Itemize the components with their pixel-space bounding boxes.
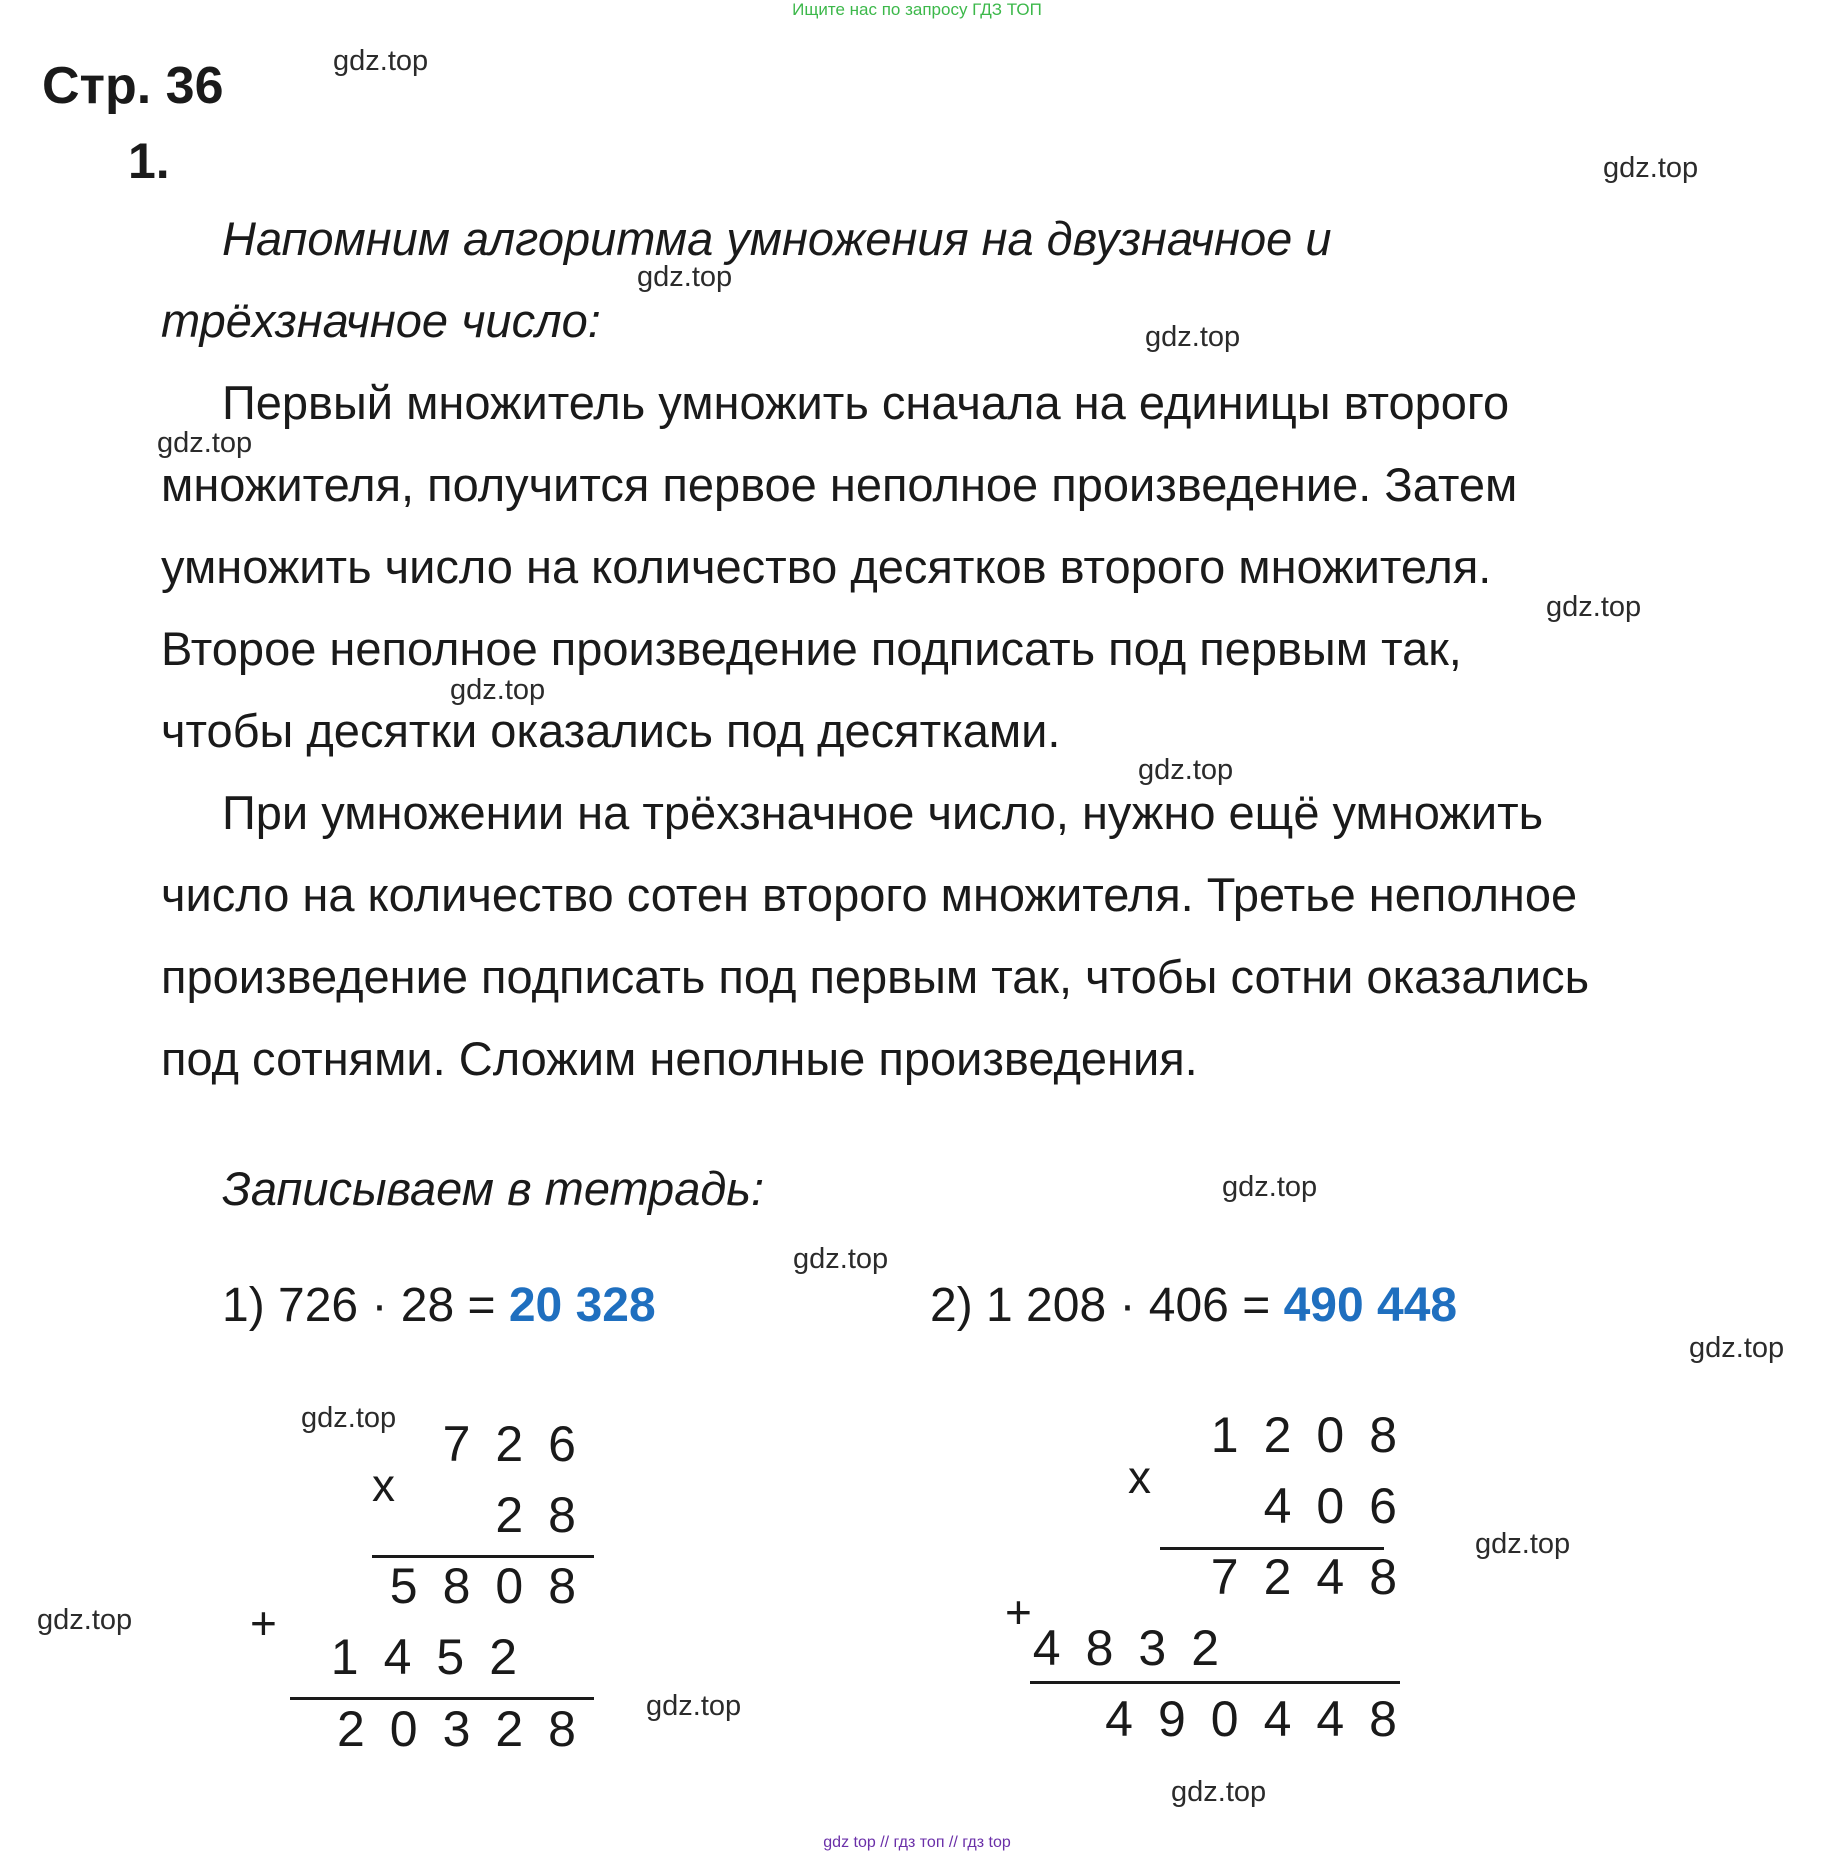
watermark: gdz.top [1145, 321, 1241, 353]
watermark: gdz.top [1689, 1332, 1785, 1364]
intro-line: трёхзначное число: [161, 294, 601, 347]
watermark: gdz.top [301, 1402, 397, 1434]
plus-sign: + [1005, 1586, 1032, 1638]
calc1-result: 20328 [336, 1701, 601, 1757]
page-title: Стр. 36 [42, 57, 224, 115]
paragraph-line: умножить число на количество десятков второго множителя. [161, 540, 1492, 593]
watermark: gdz.top [1138, 754, 1234, 786]
calc2-result: 490448 [1105, 1691, 1422, 1747]
paragraph-line: При умножении на трёхзначное число, нужно ещё умножить [222, 786, 1544, 839]
multiply-sign: x [1128, 1451, 1151, 1503]
watermark: gdz.top [1603, 152, 1699, 184]
watermark: gdz.top [637, 261, 733, 293]
watermark: gdz.top [1475, 1528, 1571, 1560]
watermark: gdz.top [646, 1690, 742, 1722]
calc1-multiplier: 28 [495, 1487, 601, 1543]
watermark: gdz.top [1222, 1171, 1318, 1203]
calc1-partial-2: 1452 [330, 1629, 542, 1685]
footer-links: gdz top // гдз топ // гдз top [823, 1834, 1011, 1851]
multiply-sign: x [372, 1459, 395, 1511]
example-2-expression: 2) 1 208 · 406 = [930, 1279, 1284, 1332]
paragraph-line: Первый множитель умножить сначала на единицы второго [222, 376, 1510, 429]
example-1-answer: 20 328 [508, 1279, 656, 1332]
calc2-multiplicand: 1208 [1210, 1407, 1422, 1463]
watermark: gdz.top [1171, 1776, 1267, 1808]
paragraph-line: множителя, получится первое неполное произведение. Затем [161, 458, 1518, 511]
paragraph-line: чтобы десятки оказались под десятками. [161, 704, 1061, 757]
watermark: gdz.top [793, 1243, 889, 1275]
task-number: 1. [128, 133, 170, 189]
watermark: gdz.top [450, 674, 546, 706]
top-banner: Ищите нас по запросу ГДЗ ТОП [792, 0, 1042, 19]
paragraph-line: Второе неполное произведение подписать под первым так, [161, 622, 1462, 675]
plus-sign: + [250, 1597, 277, 1649]
intro-line: Напомним алгоритма умножения на двузначное и [222, 212, 1332, 265]
calc1-partial-1: 5808 [389, 1558, 601, 1614]
calc2-multiplier: 406 [1263, 1478, 1422, 1534]
calc2-partial-1: 7248 [1210, 1549, 1422, 1605]
paragraph-line: под сотнями. Сложим неполные произведения. [161, 1032, 1198, 1085]
example-1 [222, 1278, 656, 1333]
example-1-expression: 1) 726 · 28 = [222, 1279, 509, 1332]
example-2 [930, 1278, 1457, 1333]
watermark: gdz.top [37, 1604, 133, 1636]
watermark: gdz.top [333, 45, 429, 77]
paragraph-line: число на количество сотен второго множителя. Третье неполное [161, 868, 1578, 921]
watermark: gdz.top [1546, 591, 1642, 623]
watermark: gdz.top [157, 427, 253, 459]
paragraph-line: произведение подписать под первым так, чтобы сотни оказались [161, 950, 1590, 1003]
calc1-multiplicand: 726 [442, 1416, 601, 1472]
calc2-partial-2: 4832 [1032, 1620, 1244, 1676]
calc2-rule-2 [1030, 1681, 1400, 1684]
example-2-answer: 490 448 [1283, 1279, 1458, 1332]
notebook-label: Записываем в тетрадь: [222, 1162, 765, 1215]
